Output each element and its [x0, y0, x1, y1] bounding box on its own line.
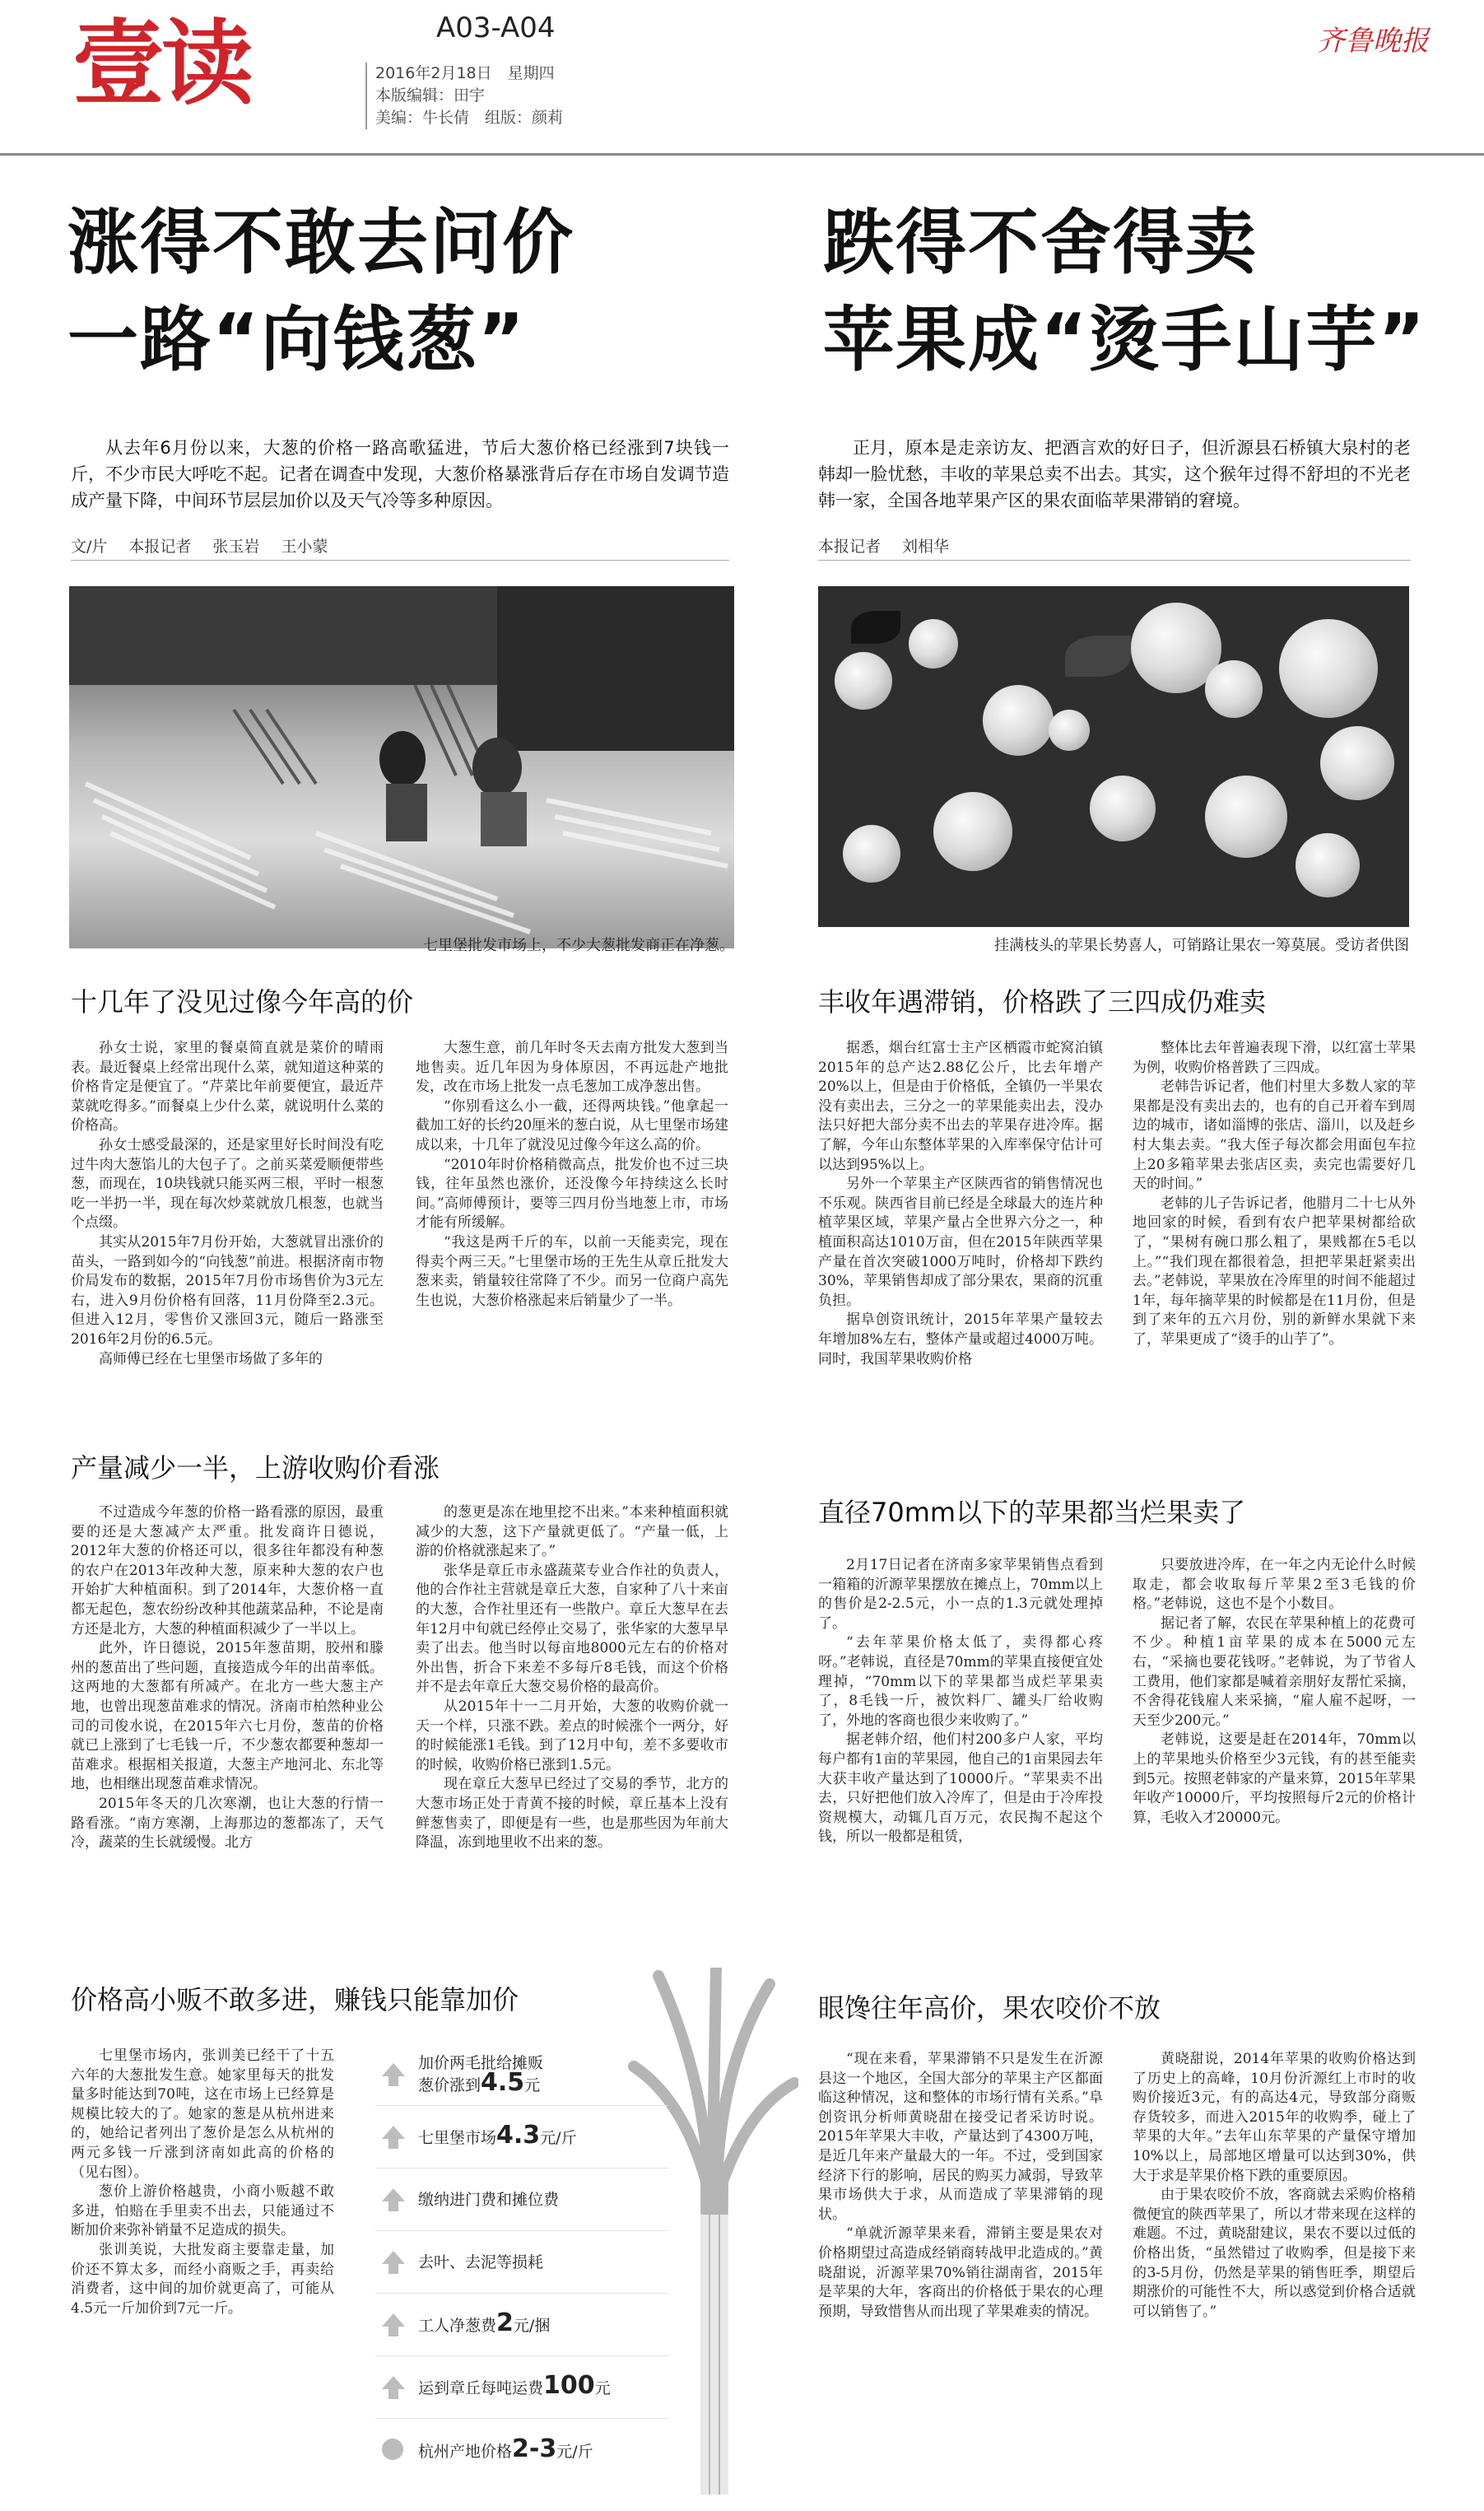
paragraph: 现在章丘大葱早已经过了交易的季节，北方的大葱市场正处于青黄不接的时候，章丘基本上没有鲜葱售卖了，即便是有一些，也是那些因为年前大降温，冻到地里收不出来的葱。 [416, 1776, 728, 1852]
right-lead-paragraph: 正月，原本是走亲访友、把酒言欢的好日子，但沂源县石桥镇大泉村的老韩却一脸忧愁，丰收的苹果总卖不出去。其实，这个猴年过得不舒坦的不光老韩一家，全国各地苹果产区的果农面临苹果滞销的窘境。 [818, 438, 1411, 510]
up-arrow-icon [380, 2124, 407, 2150]
apple [983, 685, 1054, 756]
step-unit: 元/斤 [540, 2129, 577, 2147]
paragraph: 据记者了解，农民在苹果种植上的花费可不少。种植1亩苹果的成本在5000元左右，“采摘也要花钱呀。”老韩说，为了节省人工费用，他们家都是喊着亲朋好友帮忙采摘，不舍得花钱雇人来采摘，“雇人雇不起呀，一天至少200元。” [1133, 1614, 1416, 1729]
byline-part: 本报记者 [128, 538, 192, 556]
byline-part: 刘相华 [902, 538, 950, 556]
step-note: 加价两毛批给摊贩 [418, 2054, 544, 2072]
apple [1296, 833, 1360, 897]
leaf [1065, 636, 1131, 677]
step-value: 4.3 [496, 2121, 541, 2150]
byline-part: 文/片 [71, 538, 108, 556]
paragraph: “去年苹果价格太低了，卖得都心疼呀。”老韩说，直径是70mm的苹果直接便宜处理掉，“70mm以下的苹果都当成烂苹果卖了，8毛钱一斤，被饮料厂、罐头厂给收购了，外地的客商也很少来收购了。” [818, 1634, 1103, 1729]
paragraph: 张华是章丘市永盛蔬菜专业合作社的负责人，他的合作社主营就是章丘大葱，自家种了八十来亩的大葱，合作社里还有一些散户。章丘大葱早在去年12月中旬就已经停止交易了，张华家的大葱早早卖了出去。他当时以每亩地8000元左右的价格对外出售，折合下来差不多每斤8毛钱，而这个价格并不是去年章丘大葱交易价格的最高价。 [416, 1562, 728, 1696]
paragraph: 的葱更是冻在地里挖不出来。”本来种植面积就减少的大葱，这下产量就更低了。“产量一低，上游的价格就涨起来了。” [416, 1504, 728, 1560]
apple [843, 825, 900, 883]
up-arrow-icon [380, 2374, 407, 2401]
paragraph: 葱价上游价格越贵，小商小贩越不敢多进，怕赔在手里卖不出去，只能通过不断加价来弥补销量不足造成的损失。 [71, 2183, 334, 2239]
paragraph: 老韩的儿子告诉记者，他腊月二十七从外地回家的时候，看到有农户把苹果树都给砍了，“果树有碗口那么粗了，果贱都在5毛以上。”“我们现在都很着急，担把苹果赶紧卖出去。”老韩说，苹果放在冷库里的时间不能超过1年，每年摘苹果的时候都是在11月份，但是到了来年的五六月份，别的新鲜水果就下来了，苹果更成了“烫手的山芋了”。 [1133, 1195, 1416, 1348]
right-byline [818, 535, 970, 558]
step-label: 工人净葱费 [418, 2317, 497, 2335]
left-section-1-column-2 [416, 1039, 728, 1385]
page-range: A03-A04 [436, 12, 556, 44]
divider [818, 560, 1411, 561]
price-step [375, 2231, 668, 2294]
right-photo-caption: 挂满枝头的苹果长势喜人，可销路让果农一筹莫展。受访者供图 [994, 937, 1409, 954]
right-headline [823, 194, 1482, 389]
paragraph: 另外一个苹果主产区陕西省的销售情况也不乐观。陕西省目前已经是全球最大的连片种植苹果区域，苹果产量占全世界六分之一，种植面积高达1010万亩，但在2015年陕西苹果产量在首次突破1000万吨时，价格却下跌约30%，苹果销售却成了部分果农，果商的沉重负担。 [818, 1176, 1103, 1309]
paragraph: 只要放进冷库，在一年之内无论什么时候取走，都会收取每斤苹果2至3毛钱的价格。”老韩说，这也不是个小数目。 [1133, 1557, 1416, 1613]
price-step [375, 2106, 668, 2169]
step-value: 2 [496, 2308, 514, 2337]
left-section-1-column-1 [71, 1039, 384, 1385]
right-headline-line-2: 苹果成“烫手山芋” [823, 299, 1427, 381]
left-headline-line-1: 涨得不敢去问价 [67, 202, 575, 284]
paragraph: 据老韩介绍，他们村200多户人家，平均每户都有1亩的苹果园，他自己的1亩果园去年大获丰收产量达到了10000斤。“苹果卖不出去，只好把他们放入冷库了，但是由于冷库投资规模大，动辄几百万元，农民掏不起这个钱，所以一般都是租赁， [818, 1731, 1103, 1846]
apple [1205, 660, 1263, 718]
byline-part: 本报记者 [818, 538, 882, 556]
section-logo: 壹读 [72, 11, 250, 118]
paragraph: 大葱生意，前几年时冬天去南方批发大葱到当地售卖。近几年因为身体原因，不再远赴产地批发，改在市场上批发一点毛葱加工成净葱出售。 [416, 1040, 728, 1096]
scallion-market-illustration [69, 586, 734, 948]
paragraph: 据阜创资讯统计，2015年苹果产量较去年增加8%左右，整体产量或超过4000万吨。同时，我国苹果收购价格 [818, 1311, 1103, 1367]
up-arrow-icon [380, 2061, 407, 2088]
price-chain-infographic [375, 2043, 668, 2481]
right-section-2-title: 直径70mm以下的苹果都当烂果卖了 [818, 1497, 1246, 1528]
editor-credit: 本版编辑：田宇 [375, 86, 486, 105]
paragraph: “2010年时价格稍微高点，批发价也不过三块钱，往年虽然也涨价，还没像今年持续这么长时间。”高师傅预计，要等三四月份当地葱上市，市场才能有所缓解。 [416, 1156, 728, 1232]
step-label: 杭州产地价格 [418, 2442, 513, 2461]
apple [909, 619, 958, 669]
left-section-2-column-2 [416, 1503, 728, 1948]
right-section-2-column-1 [818, 1556, 1103, 1984]
paragraph: 老韩告诉记者，他们村里大多数人家的苹果都是没有卖出去的，也有的自己开着车到周边的城市，诸如淄博的张店、淄川，以及赶乡村大集去卖。“我大侄子每次都会用面包车拉上20多箱苹果去张店区卖，卖完也需要好几天的时间。” [1133, 1078, 1416, 1193]
step-label: 去叶、去泥等损耗 [418, 2252, 544, 2271]
apple-orchard-photo [818, 586, 1409, 927]
paragraph: 此外，许日德说，2015年葱苗期，胶州和滕州的葱苗出了些问题，直接造成今年的出苗率低。这两地的大葱都有所减产。在北方一些大葱主产地，也曾出现葱苗难求的情况。济南市柏然种业公司的司俊水说，在2015年六七月份，葱苗的价格就已上涨到了七毛钱一斤，不少葱农都要种葱却一苗难求。根据相关报道，大葱主产地河北、东北等地，也相继出现葱苗难求情况。 [71, 1640, 384, 1793]
left-section-2-title: 产量减少一半，上游收购价看涨 [71, 1452, 440, 1484]
paragraph: “我这是两千斤的车，以前一天能卖完，现在得卖个两三天。”七里堡市场的王先生从章丘批发大葱来卖，销量较往常降了不少。而另一位商户高先生也说，大葱价格涨起来后销量少了一半。 [416, 1233, 728, 1309]
step-value: 100 [543, 2371, 595, 2400]
paragraph: 黄晓甜说，2014年苹果的收购价格达到了历史上的高峰，10月份沂源红上市时的收购价接近3元，有的高达4元，导致部分商贩存货较多，而进入2015年的收购季，碰上了苹果的大年。”去年山东苹果的产量保守增加10%以上，局部地区增量可以达到30%，供大于求是苹果价格下跌的重要原因。 [1133, 2051, 1416, 2184]
apple [933, 792, 1012, 871]
step-unit: 元 [594, 2379, 611, 2397]
price-step [375, 2294, 668, 2356]
left-section-3-column [71, 2047, 334, 2491]
up-arrow-icon [380, 2312, 407, 2338]
paragraph: 2015年冬天的几次寒潮，也让大葱的行情一路看涨。“南方寒潮，上海那边的葱都冻了，天气冷，蔬菜的生长就缓慢。北方 [71, 1795, 384, 1852]
right-section-1-column-1 [818, 1039, 1103, 1467]
apple [1279, 619, 1378, 718]
apple [1090, 776, 1156, 841]
left-byline [71, 535, 349, 558]
step-unit: 元/捆 [513, 2317, 551, 2335]
step-text [418, 2053, 543, 2095]
edition-date: 2016年2月18日 星期四 [375, 64, 555, 82]
right-section-1-column-2 [1133, 1039, 1416, 1467]
scallion-market-photo [69, 586, 734, 948]
paragraph: “你别看这么小一截，还得两块钱。”他拿起一截加工好的长约20厘米的葱白说，从七里堡市场建成以来，十几年了就没见过像今年这么高的价。 [416, 1097, 728, 1153]
divider [71, 560, 729, 561]
step-value: 4.5 [481, 2068, 525, 2097]
price-step [375, 2169, 668, 2231]
paragraph: 高师傅已经在七里堡市场做了多年的 [99, 1350, 323, 1367]
newspaper-logo: 齐鲁晚报 [1317, 25, 1429, 58]
paragraph: 七里堡市场内，张训美已经干了十五六年的大葱批发生意。她家里每天的批发量多时能达到70吨，这在市场上已经算是规模比较大的了。她家的葱是从杭州进来的，她给记者列出了葱价是怎么从杭州的两元多钱一斤涨到济南如此高的价格的（见右图）。 [71, 2047, 334, 2181]
left-section-1-title: 十几年了没见过像今年高的价 [71, 986, 414, 1018]
left-lead-paragraph: 从去年6月份以来，大葱的价格一路高歌猛进，节后大葱价格已经涨到7块钱一斤，不少市民大呼吃不起。记者在调查中发现，大葱价格暴涨背后存在市场自发调节造成产量下降，中间环节层层加价以及天气冷等多种原因。 [71, 438, 729, 510]
paragraph: 孙女士说，家里的餐桌简直就是菜价的晴雨表。最近餐桌上经常出现什么菜，就知道这种菜的价格肯定是便宜了。“芹菜比年前要便宜，最近芹菜就吃得多。”而餐桌上少什么菜，就说明什么菜的价格高。 [71, 1040, 384, 1134]
paragraph: 孙女士感受最深的，还是家里好长时间没有吃过牛肉大葱馅儿的大包子了。之前买菜爱顺便带些葱，而现在，10块钱就只能买两三根，平时一根葱吃一半扔一半，现在每次炒菜就放几根葱，也就当个点缀。 [71, 1136, 384, 1232]
step-label: 七里堡市场 [418, 2129, 497, 2147]
byline-part: 张玉岩 [212, 538, 260, 556]
right-section-1-title: 丰收年遇滞销，价格跌了三四成仍难卖 [818, 986, 1267, 1018]
step-text [418, 2308, 551, 2337]
price-step [375, 2419, 668, 2481]
origin-dot-icon [382, 2439, 403, 2460]
paragraph: 据悉，烟台红富士主产区栖霞市蛇窝泊镇2015年的总产达2.88亿公斤，比去年增产20%以上，但是由于价格低，全镇仍一半果农没有卖出去，三分之一的苹果能卖出去，没办法只好把大部分卖不出去的苹果存进冷库。据了解，今年山东整体苹果的入库率保守估计可以达到95%以上。 [818, 1040, 1103, 1173]
right-section-3-column-1 [818, 2050, 1103, 2495]
paragraph: “现在来看，苹果滞销不只是发生在沂源县这一个地区，全国大部分的苹果主产区都面临这种情况，这和整体的市场行情有关系。”阜创资讯分析师黄晓甜在接受记者采访时说。2015年苹果大丰收，产量达到了4300万吨，是近几年来产量最大的一年。不过，受到国家经济下行的影响，居民的购买力减弱，导致苹果市场供大于求，从而造成了苹果滞销的现状。 [818, 2051, 1103, 2223]
step-value: 2-3 [512, 2434, 557, 2463]
leaf [851, 611, 900, 644]
left-headline [67, 194, 742, 389]
left-headline-line-2: 一路“向钱葱” [67, 299, 527, 381]
left-section-2-column-1 [71, 1503, 384, 1948]
apple [1320, 726, 1394, 800]
right-section-2-column-2 [1133, 1556, 1416, 1984]
left-photo-caption: 七里堡批发市场上，不少大葱批发商正在净葱。 [423, 937, 734, 954]
paragraph: 从2015年十一二月开始，大葱的收购价就一天一个样，只涨不跌。差点的时候涨个一两分，好的时候能涨1毛钱。到了12月中旬，差不多要收市的时候，收购价格已涨到1.5元。 [416, 1698, 728, 1773]
left-section-3-title: 价格高小贩不敢多进，赚钱只能靠加价 [71, 1984, 519, 2015]
paragraph: 由于果农咬价不放，客商就去采购价格稍微便宜的陕西苹果了，所以才带来现在这样的难题。不过，黄晓甜建议，果农不要以过低的价格出货，“虽然错过了收购季，但是接下来的3-5月份，仍然是苹果的销售旺季，期望后期涨价的可能性不大，所以惑觉到价格合适就可以销售了。” [1133, 2187, 1416, 2320]
step-text [418, 2371, 611, 2400]
apple [1049, 710, 1090, 751]
price-step [375, 2356, 668, 2419]
right-headline-line-1: 跌得不舍得卖 [823, 202, 1258, 284]
paragraph: 不过造成今年葱的价格一路看涨的原因，最重要的还是大葱减产太严重。批发商许日德说，2012年大葱的价格还可以，很多往年都没有种葱的农户在2013年改种大葱，原来种大葱的农户也开始扩大种植面积。到了2014年，大葱价格一直都无起色，葱农纷纷改种其他蔬菜品种，不论是南方还是北方，大葱的种植面积减少了一半以上。 [71, 1504, 384, 1638]
step-label: 运到章丘每吨运费 [418, 2379, 544, 2397]
design-credit: 美编：牛长倩 组版：颜莉 [375, 109, 564, 127]
price-step [375, 2043, 668, 2106]
step-text [418, 2190, 559, 2210]
up-arrow-icon [380, 2249, 407, 2276]
up-arrow-icon [380, 2187, 407, 2213]
step-text [418, 2434, 593, 2463]
edition-meta [365, 63, 563, 129]
paragraph: 其实从2015年7月份开始，大葱就冒出涨价的苗头，一路到如今的“向钱葱”前进。根据济南市物价局发布的数据，2015年7月份市场售价为3元左右，进入9月份价格有回落，11月份降至2.3元。但进入12月，零售价又涨回3元，随后一路涨至2016年2月份的6.5元。 [71, 1233, 384, 1348]
step-unit: 元 [524, 2076, 541, 2094]
paragraph: 2月17日记者在济南多家苹果销售点看到一箱箱的沂源苹果摆放在摊点上，70mm以上的售价是2-2.5元，小一点的1.3元就处理掉了。 [818, 1557, 1103, 1632]
right-section-3-column-2 [1133, 2050, 1416, 2495]
paragraph: “单就沂源苹果来看，滞销主要是果农对价格期望过高造成经销商转战甲北造成的。”黄晓甜说，沂源苹果70%销往湖南省，2015年是苹果的大年，客商出的价格低于果农的心理预期，导致惜售从而出现了苹果难卖的情况。 [818, 2225, 1103, 2320]
step-unit: 元/斤 [556, 2442, 593, 2461]
paragraph: 整体比去年普遍表现下滑，以红富士苹果为例，收购价格普跌了三四成。 [1133, 1040, 1416, 1076]
byline-part: 王小蒙 [281, 538, 328, 556]
apple [835, 652, 892, 710]
header-divider [0, 153, 1484, 156]
right-section-3-title: 眼馋往年高价，果农咬价不放 [818, 1992, 1161, 2024]
step-label: 缴纳进门费和摊位费 [418, 2190, 560, 2209]
step-text [418, 2252, 543, 2272]
step-text [418, 2121, 577, 2150]
apple [1205, 776, 1287, 858]
paragraph: 张训美说，大批发商主要靠走量，加价还不算太多，而经小商贩之手，再卖给消费者，这中间的加价就更高了，可能从4.5元一斤加价到7元一斤。 [71, 2241, 334, 2317]
paragraph: 老韩说，这要是赶在2014年，70mm以上的苹果地头价格至少3元钱，有的甚至能卖到5元。按照老韩家的产量来算，2015年苹果年收产10000斤，平均按照每斤2元的价格计算，毛收入才20000元。 [1133, 1731, 1416, 1826]
step-label: 葱价涨到 [418, 2076, 481, 2094]
